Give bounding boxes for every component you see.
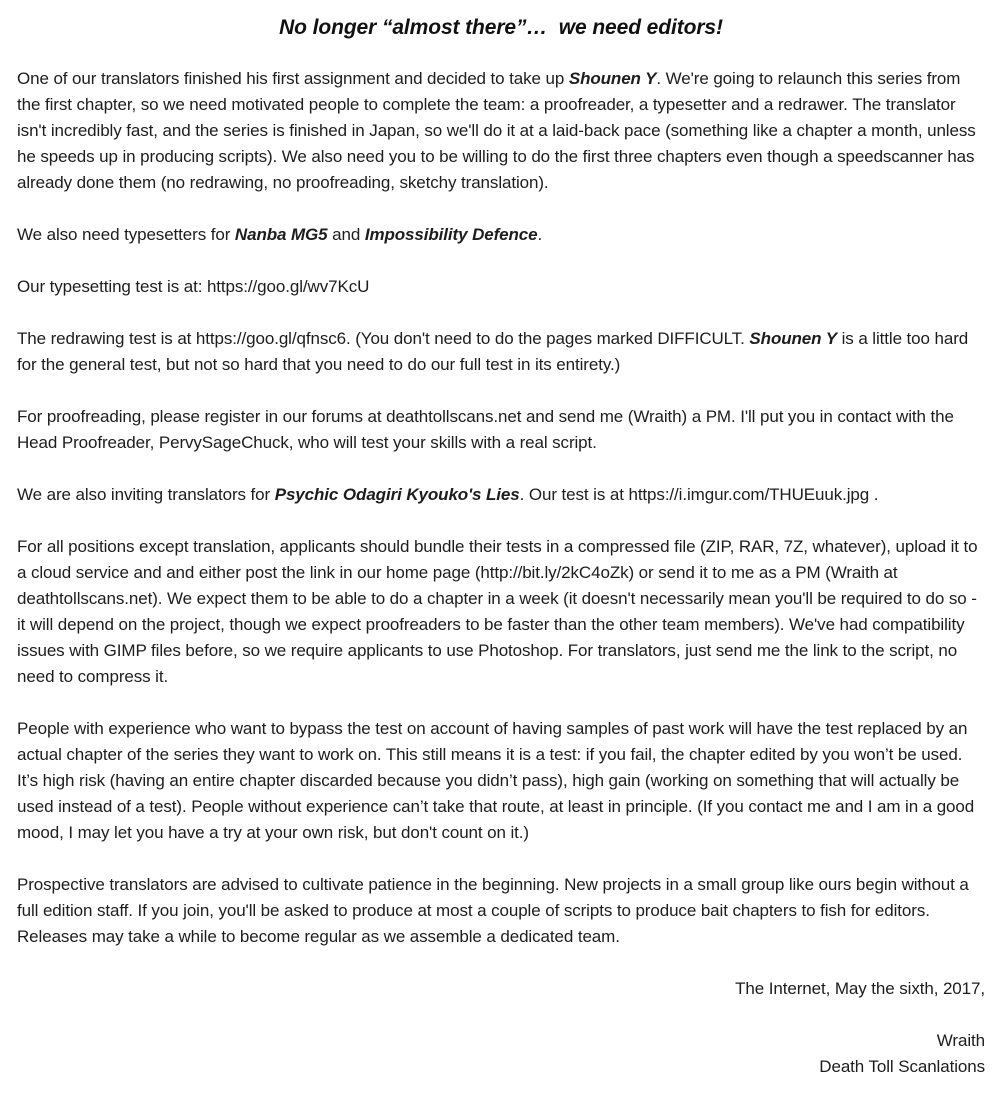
paragraph: [17, 222, 985, 248]
paragraph-text: For all positions except translation, applicants should bundle their tests in a compressed file (ZIP, RAR, 7Z, whatever), upload it to a cloud service and and either post the link in our home page (http://bit.ly/2kC4oZk) or send it to me as a PM (Wraith at deathtollscans.net). We expect them to be able to do a chapter in a week (it doesn't necessarily mean you'll be required to do so - it will depend on the project, though we expect proofreaders to be faster than the other team members). We've had compatibility issues with GIMP files before, so we require applicants to use Photoshop. For translators, just send me the link to the script, no need to compress it.: [17, 537, 978, 686]
paragraph-text: The redrawing test is at https://goo.gl/qfnsc6. (You don't need to do the pages marked DIFFICULT.: [17, 329, 750, 348]
document-body: [17, 66, 985, 950]
paragraph: [17, 66, 985, 196]
series-name: Shounen Y: [568, 69, 657, 88]
paragraph-text: is a little too hard for the general test, but not so hard that you need to do our full test in its entirety.): [17, 329, 969, 374]
paragraph: [17, 404, 985, 456]
signature-block: [17, 976, 985, 1080]
page-title: No longer “almost there”… we need editors!: [279, 16, 723, 39]
paragraph-text: We are also inviting translators for: [17, 485, 275, 504]
paragraph: [17, 716, 985, 846]
paragraph-text: .: [537, 225, 543, 244]
paragraph-text: . We're going to relaunch this series from the first chapter, so we need motivated people to complete the team: a proofreader, a typesetter and a redrawer. The translator isn't incredibly fast, and the series is finished in Japan, so we'll do it at a laid-back pace (something like a chapter a month, unless he speeds up in producing scripts). We also need you to be willing to do the first three chapters even though a speedscanner has already done them (no redrawing, no proofreading, sketchy translation).: [17, 69, 976, 192]
series-name: Impossibility Defence: [364, 225, 538, 244]
paragraph: [17, 872, 985, 950]
paragraph: [17, 326, 985, 378]
paragraph-text: We also need typesetters for: [17, 225, 235, 244]
signature-group: Death Toll Scanlations: [819, 1057, 985, 1076]
signature-dateline: The Internet, May the sixth, 2017,: [735, 979, 985, 998]
signature-name: Wraith: [936, 1031, 985, 1050]
paragraph: [17, 534, 985, 690]
paragraph-text: . Our test is at https://i.imgur.com/THUEuuk.jpg .: [519, 485, 879, 504]
paragraph-text: Our typesetting test is at: https://goo.gl/wv7KcU: [17, 277, 370, 296]
series-name: Psychic Odagiri Kyouko's Lies: [274, 485, 520, 504]
series-name: Nanba MG5: [234, 225, 328, 244]
paragraph-text: and: [327, 225, 365, 244]
paragraph: [17, 482, 985, 508]
paragraph-text: For proofreading, please register in our forums at deathtollscans.net and send me (Wraith) a PM. I'll put you in contact with the Head Proofreader, PervySageChuck, who will test your skills with a real script.: [17, 407, 954, 452]
paragraph-text: People with experience who want to bypass the test on account of having samples of past work will have the test replaced by an actual chapter of the series they want to work on. This still means it is a test: if you fail, the chapter edited by you won’t be used. It’s high risk (having an entire chapter discarded because you didn’t pass), high gain (working on something that will actually be used instead of a test). People without experience can’t take that route, at least in principle. (If you contact me and I am in a good mood, I may let you have a try at your own risk, but don't count on it.): [17, 719, 975, 842]
paragraph-text: Prospective translators are advised to cultivate patience in the beginning. New projects in a small group like ours begin without a full edition staff. If you join, you'll be asked to produce at most a couple of scripts to produce bait chapters to fish for editors. Releases may take a while to become regular as we assemble a dedicated team.: [17, 875, 969, 946]
paragraph: [17, 274, 985, 300]
series-name: Shounen Y: [749, 329, 837, 348]
paragraph-text: One of our translators finished his first assignment and decided to take up: [17, 69, 569, 88]
